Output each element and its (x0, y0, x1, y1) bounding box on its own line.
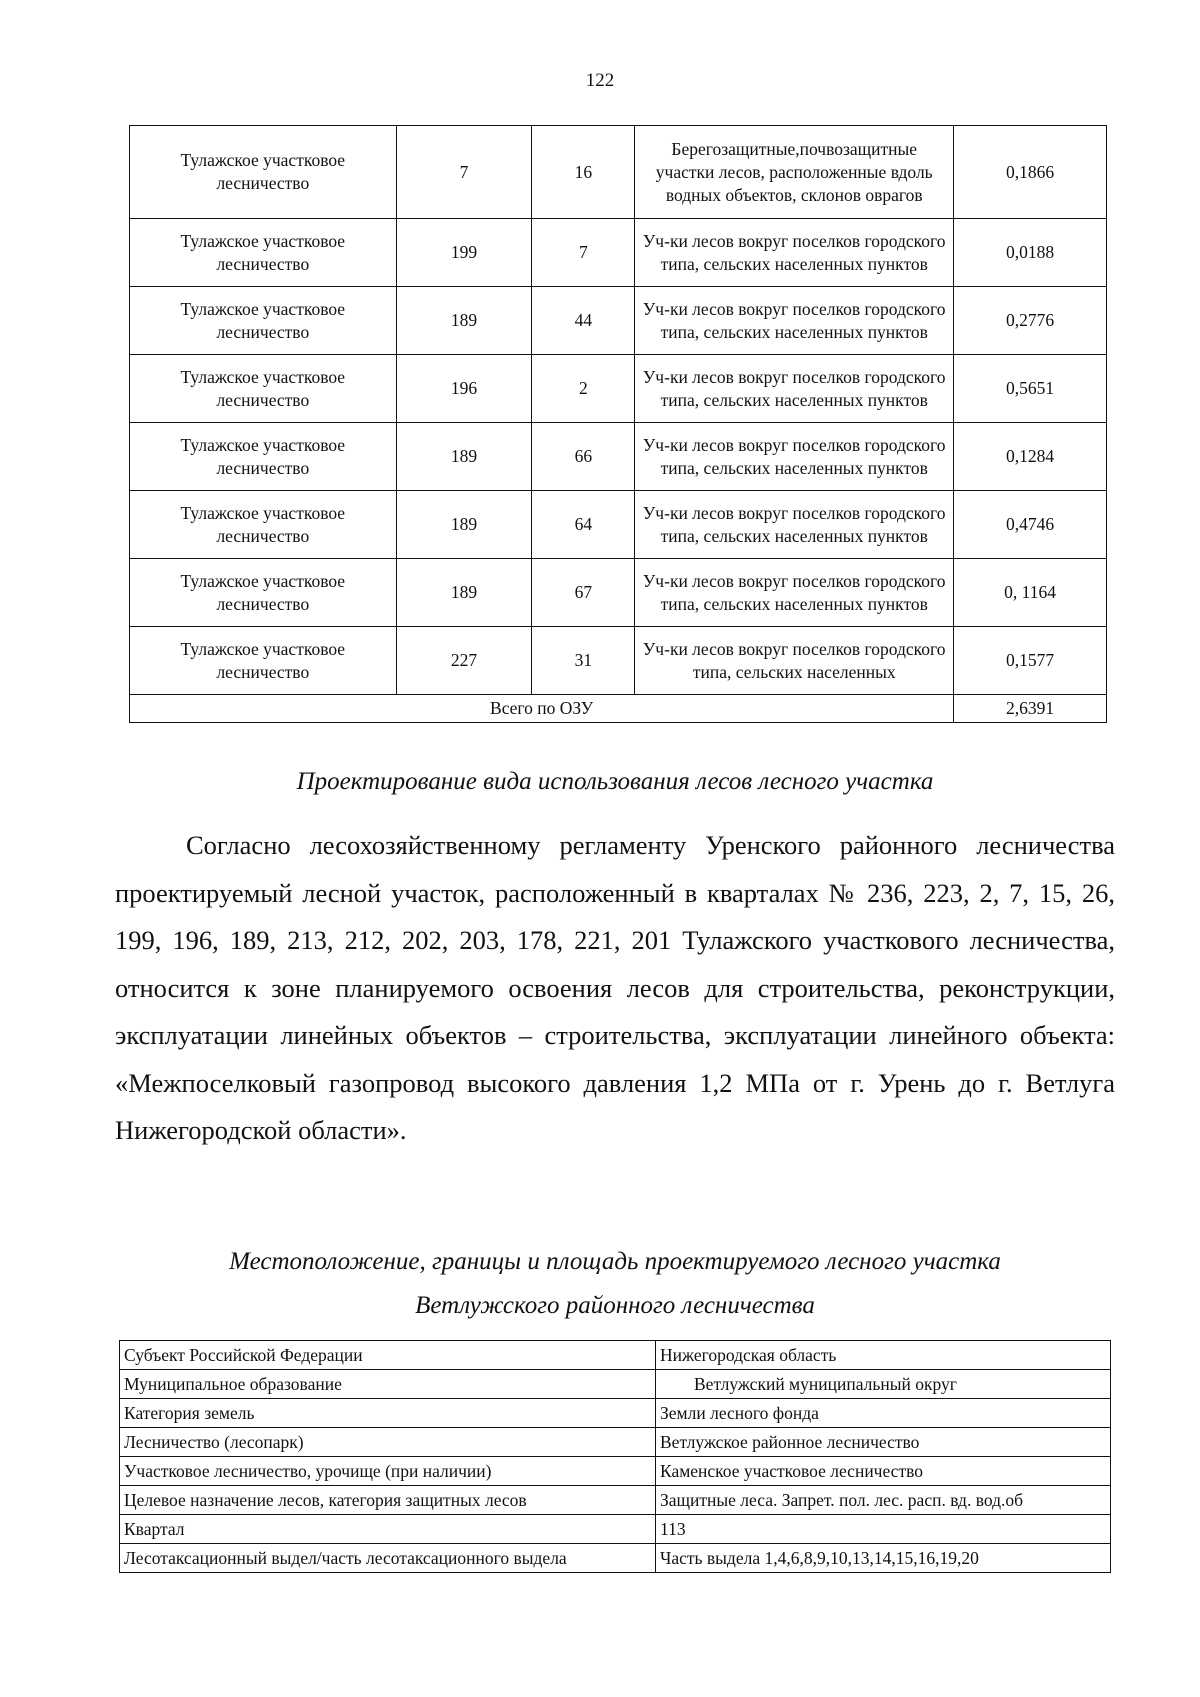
section-heading: Проектирование вида использования лесов лесного участка (296, 768, 934, 795)
info-value: Каменское участковое лесничество (656, 1457, 1111, 1486)
location-heading-line2: Ветлужского районного лесничества (415, 1292, 815, 1319)
table-row (130, 355, 1107, 423)
info-value: Ветлужское районное лесничество (656, 1428, 1111, 1457)
table-row (120, 1457, 1111, 1486)
page-number: 122 (585, 70, 615, 91)
info-value: Нижегородская область (656, 1341, 1111, 1370)
quarter-cell: 189 (396, 287, 532, 355)
category-cell: Берегозащитные,почвозащитные участки лесов, расположенные вдоль водных объектов, склонов оврагов (635, 126, 954, 219)
table-row (130, 126, 1107, 219)
forestry-cell: Тулажское участковое лесничество (130, 219, 397, 287)
info-key: Целевое назначение лесов, категория защитных лесов (120, 1486, 656, 1515)
plot-info-table (119, 1340, 1111, 1573)
area-cell: 0,1577 (954, 627, 1107, 695)
info-value: Земли лесного фонда (656, 1399, 1111, 1428)
category-cell: Уч-ки лесов вокруг поселков городского типа, сельских населенных (635, 627, 954, 695)
forestry-cell: Тулажское участковое лесничество (130, 355, 397, 423)
table-row (120, 1399, 1111, 1428)
plot-cell: 66 (532, 423, 635, 491)
body-paragraph: Согласно лесохозяйственному регламенту Уренского районного лесничества проектируемый лесной участок, расположенный в кварталах № 236, 223, 2, 7, 15, 26, 199, 196, 189, 213, 212, 202, 203, 178, 221, 201 Тулажского участкового лесничества, относится к зоне планируемого освоения лесов для строительства, реконструкции, эксплуатации линейных объектов – строительства, эксплуатации линейного объекта: «Межпоселковый газопровод высокого давления 1,2 МПа от г. Урень до г. Ветлуга Нижегородской области». (115, 830, 1115, 1145)
quarter-cell: 189 (396, 491, 532, 559)
table-row (120, 1486, 1111, 1515)
info-key: Муниципальное образование (120, 1370, 656, 1399)
plot-cell: 7 (532, 219, 635, 287)
category-cell: Уч-ки лесов вокруг поселков городского типа, сельских населенных пунктов (635, 287, 954, 355)
plot-cell: 31 (532, 627, 635, 695)
table-row (130, 423, 1107, 491)
table-row (130, 491, 1107, 559)
forestry-cell: Тулажское участковое лесничество (130, 627, 397, 695)
info-key: Категория земель (120, 1399, 656, 1428)
table-total-row (130, 695, 1107, 723)
area-cell: 0,2776 (954, 287, 1107, 355)
info-key: Субъект Российской Федерации (120, 1341, 656, 1370)
table-row (130, 219, 1107, 287)
location-heading-line1: Местоположение, границы и площадь проектируемого лесного участка (229, 1248, 1001, 1275)
total-value: 2,6391 (954, 695, 1107, 723)
quarter-cell: 199 (396, 219, 532, 287)
area-cell: 0,1284 (954, 423, 1107, 491)
info-key: Квартал (120, 1515, 656, 1544)
protective-plots-table (129, 125, 1107, 723)
table-row (130, 559, 1107, 627)
info-key: Лесотаксационный выдел/часть лесотаксационного выдела (120, 1544, 656, 1573)
table-row (120, 1370, 1111, 1399)
category-cell: Уч-ки лесов вокруг поселков городского типа, сельских населенных пунктов (635, 355, 954, 423)
area-cell: 0,4746 (954, 491, 1107, 559)
plot-cell: 64 (532, 491, 635, 559)
plot-cell: 16 (532, 126, 635, 219)
quarter-cell: 189 (396, 559, 532, 627)
table-row (130, 627, 1107, 695)
info-value: Часть выдела 1,4,6,8,9,10,13,14,15,16,19,20 (656, 1544, 1111, 1573)
info-value: 113 (656, 1515, 1111, 1544)
quarter-cell: 196 (396, 355, 532, 423)
info-value: Защитные леса. Запрет. пол. лес. расп. вд. вод.об (656, 1486, 1111, 1515)
forestry-cell: Тулажское участковое лесничество (130, 287, 397, 355)
quarter-cell: 227 (396, 627, 532, 695)
table-row (120, 1341, 1111, 1370)
quarter-cell: 7 (396, 126, 532, 219)
plot-cell: 2 (532, 355, 635, 423)
plot-cell: 44 (532, 287, 635, 355)
total-label: Всего по ОЗУ (130, 695, 954, 723)
info-value: Ветлужский муниципальный округ (656, 1370, 1111, 1399)
category-cell: Уч-ки лесов вокруг поселков городского типа, сельских населенных пунктов (635, 423, 954, 491)
quarter-cell: 189 (396, 423, 532, 491)
table-row (120, 1428, 1111, 1457)
category-cell: Уч-ки лесов вокруг поселков городского типа, сельских населенных пунктов (635, 491, 954, 559)
forestry-cell: Тулажское участковое лесничество (130, 423, 397, 491)
area-cell: 0, 1164 (954, 559, 1107, 627)
table-row (130, 287, 1107, 355)
info-key: Участковое лесничество, урочище (при наличии) (120, 1457, 656, 1486)
info-key: Лесничество (лесопарк) (120, 1428, 656, 1457)
area-cell: 0,5651 (954, 355, 1107, 423)
plot-cell: 67 (532, 559, 635, 627)
category-cell: Уч-ки лесов вокруг поселков городского типа, сельских населенных пунктов (635, 219, 954, 287)
table-row (120, 1544, 1111, 1573)
forestry-cell: Тулажское участковое лесничество (130, 559, 397, 627)
table-row (120, 1515, 1111, 1544)
area-cell: 0,1866 (954, 126, 1107, 219)
forestry-cell: Тулажское участковое лесничество (130, 491, 397, 559)
category-cell: Уч-ки лесов вокруг поселков городского типа, сельских населенных пунктов (635, 559, 954, 627)
forestry-cell: Тулажское участковое лесничество (130, 126, 397, 219)
area-cell: 0,0188 (954, 219, 1107, 287)
